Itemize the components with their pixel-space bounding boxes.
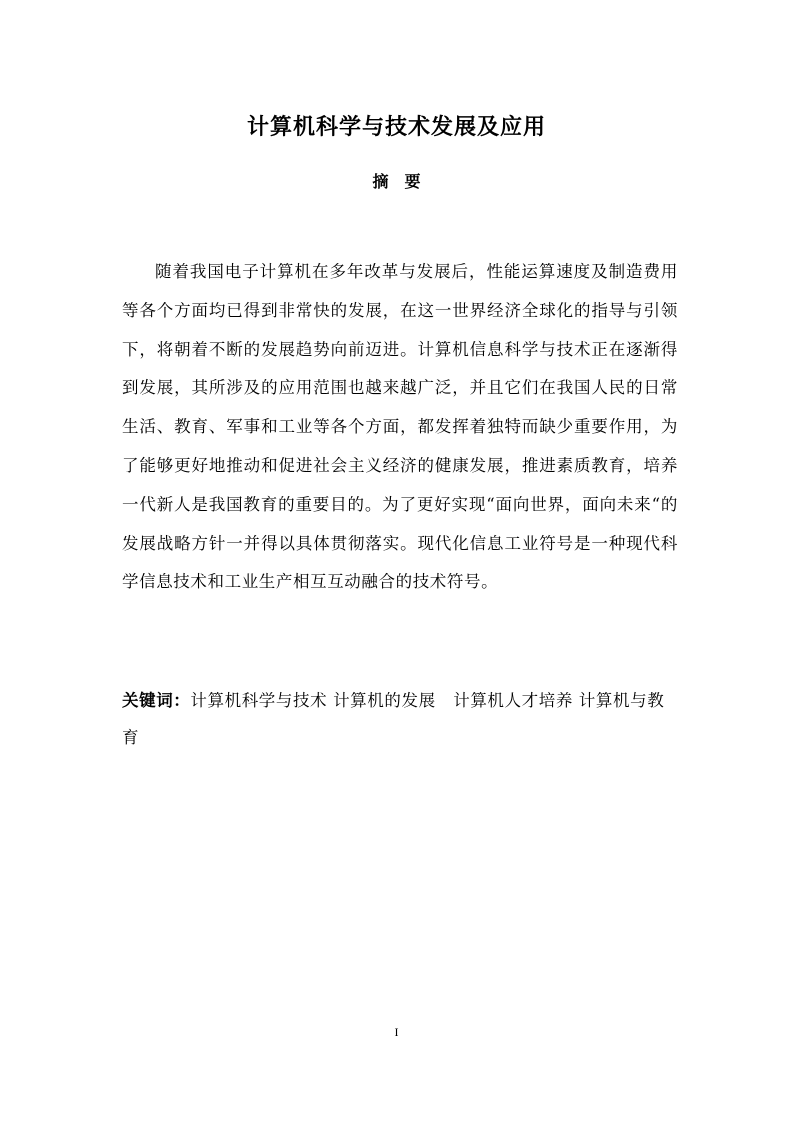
abstract-heading-char-1: 摘 [372,172,389,191]
document-title: 计算机科学与技术发展及应用 [246,115,546,140]
abstract-body: 随着我国电子计算机在多年改革与发展后，性能运算速度及制造费用等各个方面均已得到非常快的发展，在这一世界经济全球化的指导与引领下，将朝着不断的发展趋势向前迈进。计算机信息科学与技术正在逐渐得到发展，其所涉及的应用范围也越来越广泛，并且它们在我国人民的日常生活、教育、军事和工业等各个方面，都发挥着独特而缺少重要作用，为了能够更好地推动和促进社会主义经济的健康发展，推进素质教育，培养一代新人是我国教育的重要目的。为了更好实现“面向世界，面向未来“的发展战略方针一并得以具体贯彻落实。现代化信息工业符号是一种现代科学信息技术和工业生产相互互动融合的技术符号。 [122,262,678,592]
abstract-heading-char-2: 要 [404,172,421,191]
keyword-item: 计算机的发展 [333,691,436,710]
keywords-label: 关键词： [122,691,191,710]
keyword-item: 计算机与教育 [122,691,665,747]
keyword-item: 计算机人才培养 [453,691,573,710]
abstract-heading [0,170,793,194]
page-number: I [394,1025,399,1039]
keywords-line [122,682,678,756]
keyword-item: 计算机科学与技术 [190,691,328,710]
